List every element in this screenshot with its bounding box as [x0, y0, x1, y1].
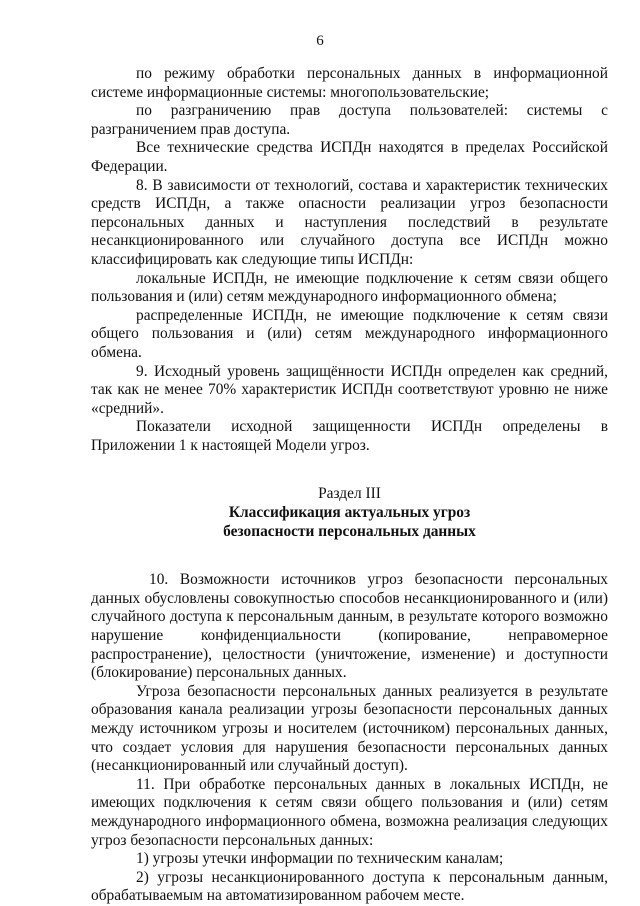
paragraph-indicators: Показатели исходной защищенности ИСПДн определены в Приложении 1 к настоящей Модели угроз.: [91, 418, 608, 454]
paragraph-location: Все технические средства ИСПДн находятся в пределах Российской Федерации.: [91, 139, 608, 175]
paragraph-threat-channel: Угроза безопасности персональных данных реализуется в результате образования канала реализации угрозы безопасности персональных данных между источником угрозы и носителем (источником) персональных данных, что создает условия для нарушения безопасности персональных данных (несанкционированный или случайный доступ).: [91, 682, 608, 775]
document-body: [91, 65, 608, 906]
paragraph-local-ispdn: локальные ИСПДн, не имеющие подключение к сетям связи общего пользования и (или) сетям международного информационного обмена;: [91, 269, 608, 306]
paragraph-threat-leak: 1) угрозы утечки информации по техническим каналам;: [136, 850, 504, 868]
paragraph-processing-mode: по режиму обработки персональных данных в информационной системе информационные системы: многопользовательские;: [91, 65, 608, 101]
paragraph-item-11: 11. При обработке персональных данных в локальных ИСПДн, не имеющих подключения к сетям связи общего пользования и (или) сетям международного информационного обмена, возможна реализация следующих угроз безопасности персональных данных:: [91, 775, 608, 849]
section-label: Раздел III: [318, 485, 381, 503]
paragraph-item-9: 9. Исходный уровень защищённости ИСПДн определен как средний, так как не менее 70% характеристик ИСПДн соответствуют уровню не ниже «средний».: [91, 362, 608, 417]
paragraph-threat-unauthorized: 2) угрозы несанкционированного доступа к персональным данным, обрабатываемым на автоматизированном рабочем месте.: [91, 868, 608, 905]
section-heading: [91, 485, 608, 541]
section-spacer-after: [91, 541, 608, 571]
paragraph-access-control: по разграничению прав доступа пользователей: системы с разграничением прав доступа.: [91, 102, 608, 138]
page-number: 6: [316, 33, 324, 49]
section-title-line-1: Классификация актуальных угроз: [228, 504, 471, 522]
paragraph-distributed-ispdn: распределенные ИСПДн, не имеющие подключение к сетям связи общего пользования и (или) сетям международного информационного обмена.: [91, 306, 608, 361]
section-title-line-2: безопасности персональных данных: [223, 522, 476, 540]
paragraph-item-8: 8. В зависимости от технологий, состава и характеристик технических средств ИСПДн, а также опасности реализации угроз безопасности персональных данных и наступления последствий в результате несанкционированного или случайного доступа все ИСПДн можно классифицировать как следующие типы ИСПДн:: [91, 176, 608, 268]
paragraph-item-10: 10. Возможности источников угроз безопасности персональных данных обусловлены совокупностью способов несанкционированного и (или) случайного доступа к персональным данным, в результате которого возможно нарушение конфиденциальности (копирование, неправомерное распространение), целостности (уничтожение, изменение) и доступности (блокирование) персональных данных.: [91, 571, 608, 682]
section-spacer: [91, 455, 608, 485]
